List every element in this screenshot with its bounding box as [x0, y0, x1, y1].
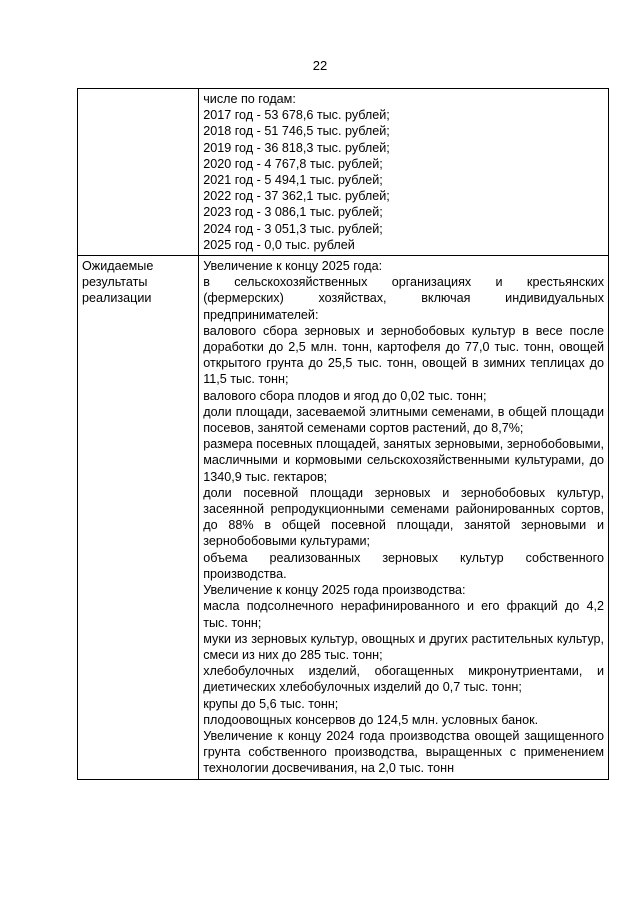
funding-year-2020: 2020 год - 4 767,8 тыс. рублей; — [203, 156, 383, 171]
table-row-results — [78, 256, 609, 780]
funding-year-2018: 2018 год - 51 746,5 тыс. рублей; — [203, 124, 390, 139]
funding-year-2017: 2017 год - 53 678,6 тыс. рублей; — [203, 108, 390, 123]
funding-year-2021: 2021 год - 5 494,1 тыс. рублей; — [203, 173, 383, 188]
results-paragraph: плодоовощных консервов до 124,5 млн. условных банок. — [203, 712, 539, 727]
funding-year-2025: 2025 год - 0,0 тыс. рублей — [203, 237, 355, 252]
page-number: 22 — [312, 58, 328, 73]
results-paragraph: доли площади, засеваемой элитными семенами, в общей площади посевов, занятой семенами сортов растений, до 8,7%; — [203, 404, 604, 436]
funding-year-2023: 2023 год - 3 086,1 тыс. рублей; — [203, 205, 383, 220]
results-label: Ожидаемые результаты реализации — [82, 259, 154, 306]
results-paragraph: доли посевной площади зерновых и зернобобовых культур, засеянной репродукционными семенами районированных сортов, до 88% в общей посевной площади, занятой зерновыми и зернобобовыми культурами; — [203, 485, 604, 549]
results-paragraph: валового сбора плодов и ягод до 0,02 тыс. тонн; — [203, 388, 487, 403]
funding-year-2022: 2022 год - 37 362,1 тыс. рублей; — [203, 189, 390, 204]
results-paragraph: валового сбора зерновых и зернобобовых культур в весе после доработки до 2,5 млн. тонн, картофеля до 77,0 тыс. тонн, овощей открытого грунта до 25,5 тыс. тонн, овощей в зимних теплицах до 11,5 тыс. тонн; — [203, 323, 604, 387]
funding-value-cell — [199, 89, 609, 256]
results-paragraph: объема реализованных зерновых культур собственного производства. — [203, 550, 604, 581]
funding-year-2019: 2019 год - 36 818,3 тыс. рублей; — [203, 140, 390, 155]
results-paragraph: Увеличение к концу 2024 года производства овощей защищенного грунта собственного производства, выращенных с применением технологии досвечивания, на 2,0 тыс. тонн — [203, 728, 604, 776]
results-paragraph: Увеличение к концу 2025 года производства: — [203, 583, 466, 598]
results-paragraph: в сельскохозяйственных организациях и крестьянских (фермерских) хозяйствах, включая индивидуальных предпринимателей: — [203, 275, 604, 322]
results-paragraph: Увеличение к концу 2025 года: — [203, 259, 383, 274]
results-value-cell — [199, 256, 609, 780]
results-paragraph: муки из зерновых культур, овощных и других растительных культур, смеси из них до 285 тыс. тонн; — [203, 631, 604, 662]
funding-year-2024: 2024 год - 3 051,3 тыс. рублей; — [203, 221, 383, 236]
results-paragraph: масла подсолнечного нерафинированного и его фракций до 4,2 тыс. тонн; — [203, 599, 604, 630]
results-paragraph: крупы до 5,6 тыс. тонн; — [203, 696, 339, 711]
passport-table — [77, 88, 609, 780]
table-row-funding — [78, 89, 609, 256]
funding-line: числе по годам: — [203, 92, 296, 106]
results-paragraph: хлебобулочных изделий, обогащенных микронутриентами, и диетических хлебобулочных изделий до 0,7 тыс. тонн; — [203, 664, 604, 695]
results-paragraph: размера посевных площадей, занятых зерновыми, зернобобовыми, масличными и кормовыми сельскохозяйственными культурами, до 1340,9 тыс. гектаров; — [203, 437, 604, 484]
funding-label-cell — [78, 89, 199, 256]
results-label-cell — [78, 256, 199, 780]
